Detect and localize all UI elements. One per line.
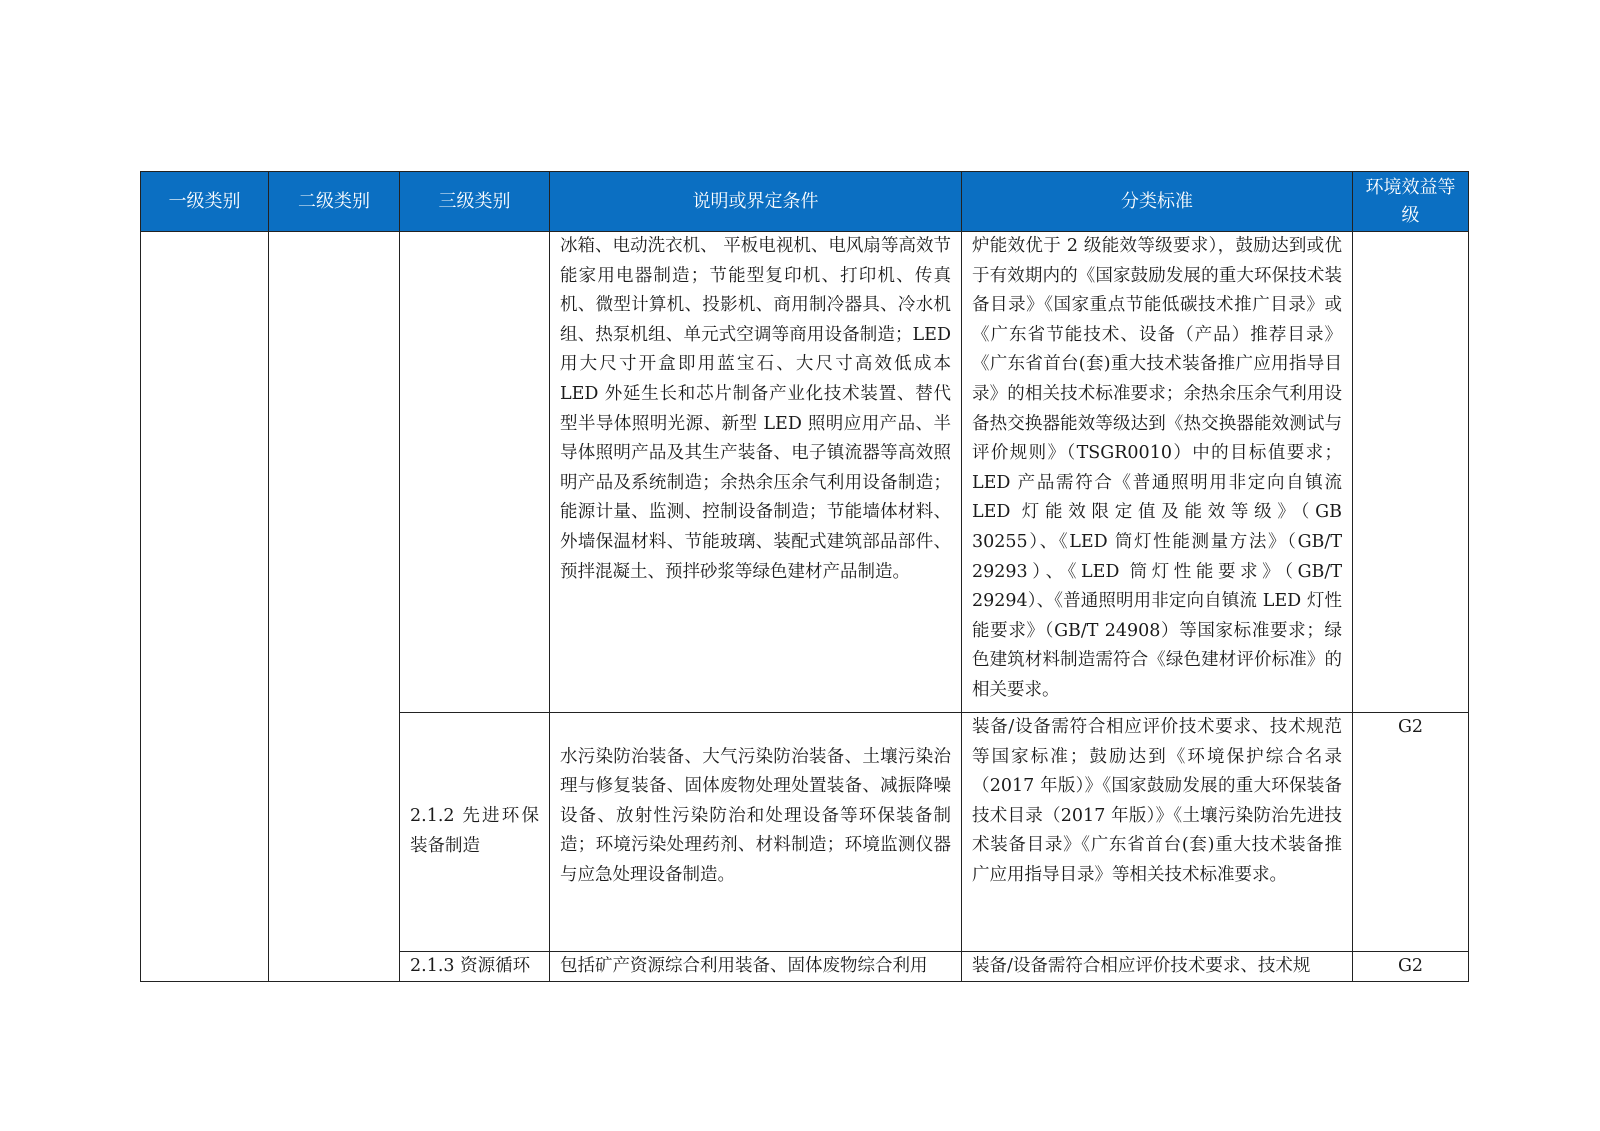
- header-level3: 三级类别: [400, 172, 550, 232]
- header-level2: 二级类别: [269, 172, 400, 232]
- description-cell: [550, 951, 962, 981]
- grade-cell: G2: [1353, 713, 1469, 952]
- standard-cell: [962, 951, 1353, 981]
- level2-cell: [269, 232, 400, 982]
- header-standard: 分类标准: [962, 172, 1353, 232]
- header-grade: 环境效益等级: [1353, 172, 1469, 232]
- table-header-row: [141, 172, 1469, 232]
- level1-cell: [141, 232, 269, 982]
- description-cell: 冰箱、电动洗衣机、 平板电视机、电风扇等高效节能家用电器制造；节能型复印机、打印机、传真机、微型计算机、投影机、商用制冷器具、冷水机组、热泵机组、单元式空调等商用设备制造；LED 用大尺寸开盒即用蓝宝石、大尺寸高效低成本 LED 外延生长和芯片制备产业化技术装置、替代型半导体照明光源、新型 LED 照明应用产品、半导体照明产品及其生产装备、电子镇流器等高效照明产品及系统制造；余热余压余气利用设备制造；能源计量、监测、控制设备制造；节能墙体材料、外墙保温材料、节能玻璃、装配式建筑部品部件、预拌混凝土、预拌砂浆等绿色建材产品制造。: [550, 232, 962, 713]
- level3-text: 2.1.3 资源循环: [410, 955, 531, 976]
- grade-cell: [1353, 951, 1469, 981]
- standard-cell: 炉能效优于 2 级能效等级要求），鼓励达到或优于有效期内的《国家鼓励发展的重大环保技术装备目录》《国家重点节能低碳技术推广目录》或《广东省节能技术、设备（产品）推荐目录》《广东省首台(套)重大技术装备推广应用指导目录》的相关技术标准要求；余热余压余气利用设备热交换器能效等级达到《热交换器能效测试与评价规则》（TSGR0010）中的目标值要求；LED 产品需符合《普通照明用非定向自镇流 LED 灯能效限定值及能效等级》（GB 30255）、《LED 筒灯性能测量方法》（GB/T 29293）、《LED 筒灯性能要求》（GB/T 29294）、《普通照明用非定向自镇流 LED 灯性能要求》（GB/T 24908）等国家标准要求；绿色建筑材料制造需符合《绿色建材评价标准》的相关要求。: [962, 232, 1353, 713]
- description-cell: 水污染防治装备、大气污染防治装备、土壤污染治理与修复装备、固体废物处理处置装备、减振降噪设备、放射性污染防治和处理设备等环保装备制造；环境污染处理药剂、材料制造；环境监测仪器与应急处理设备制造。: [550, 713, 962, 952]
- grade-cell: [1353, 232, 1469, 713]
- classification-table: [140, 171, 1469, 982]
- grade-text: G2: [1397, 955, 1424, 976]
- header-level1: 一级类别: [141, 172, 269, 232]
- level3-cell: 2.1.2 先进环保装备制造: [400, 713, 550, 952]
- standard-text: 装备/设备需符合相应评价技术要求、技术规: [972, 955, 1311, 976]
- description-text: 包括矿产资源综合利用装备、固体废物综合利用: [560, 955, 928, 976]
- table-row: [141, 232, 1469, 713]
- level3-cell: [400, 951, 550, 981]
- header-description: 说明或界定条件: [550, 172, 962, 232]
- level3-cell: [400, 232, 550, 713]
- standard-cell: 装备/设备需符合相应评价技术要求、技术规范等国家标准；鼓励达到《环境保护综合名录（2017 年版）》《国家鼓励发展的重大环保装备技术目录（2017 年版）》《土壤污染防治先进技术装备目录》《广东省首台(套)重大技术装备推广应用指导目录》等相关技术标准要求。: [962, 713, 1353, 952]
